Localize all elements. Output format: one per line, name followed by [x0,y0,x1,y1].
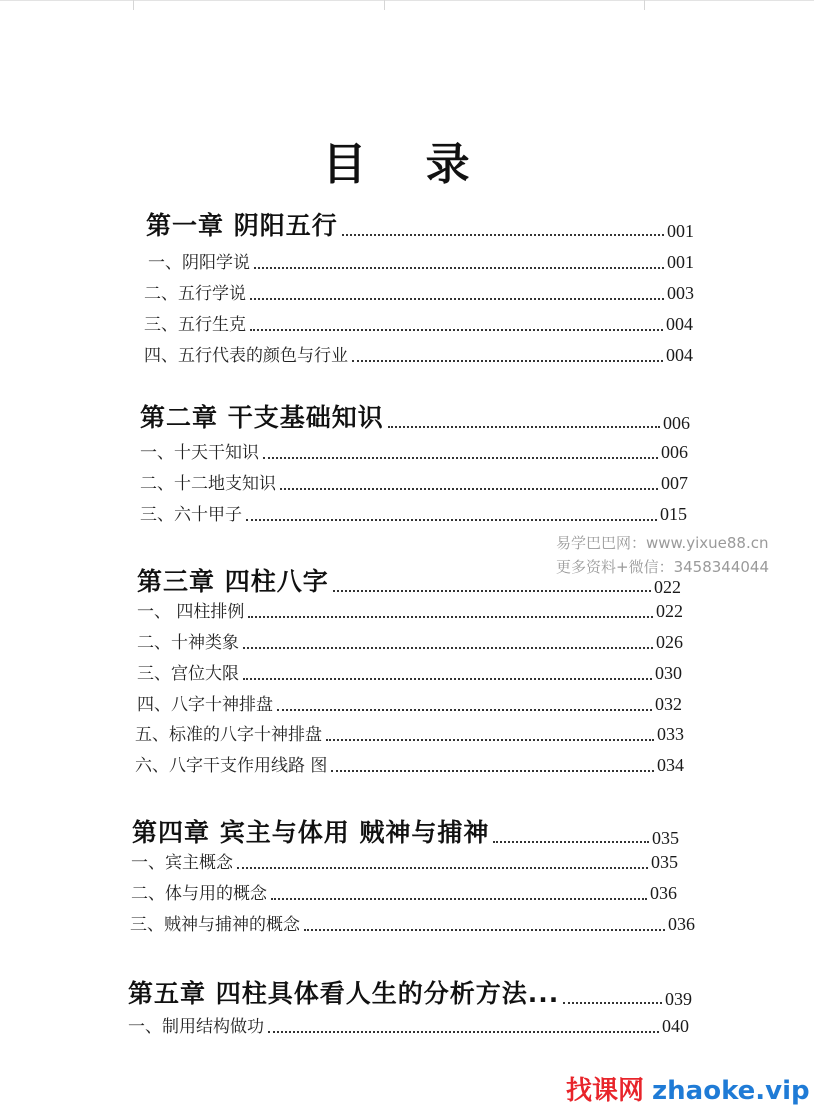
toc-page-number: 006 [661,442,688,462]
toc-entry[interactable] [128,1012,689,1037]
leader-dots [263,457,658,459]
toc-entry[interactable] [131,879,677,904]
toc-entry[interactable] [140,500,687,525]
leader-dots [493,841,649,843]
leader-dots [243,678,652,680]
leader-dots [277,709,652,711]
toc-entry[interactable] [135,720,684,745]
toc-entry[interactable] [137,597,683,622]
toc-entry[interactable] [135,751,684,776]
toc-entry[interactable] [140,469,688,494]
toc-page-number: 022 [654,577,681,597]
leader-dots [304,929,665,931]
toc-entry-title: 四、五行代表的颜色与行业 [144,346,348,366]
toc-chapter[interactable] [140,398,690,434]
leader-dots [352,360,663,362]
toc-entry[interactable] [148,248,694,273]
toc-entry-title: 四、八字十神排盘 [137,695,273,715]
toc-chapter[interactable] [146,206,694,242]
toc-chapter[interactable] [132,813,679,849]
toc-page-number: 039 [665,989,692,1009]
toc-page-number: 006 [663,413,690,433]
toc-page-number: 040 [662,1016,689,1036]
toc-page-number: 034 [657,755,684,775]
toc-page-number: 035 [652,828,679,848]
toc-entry-title: 六、八字干支作用线路 图 [135,756,328,776]
leader-dots [388,426,660,428]
leader-dots [280,488,658,490]
toc-entry-title: 三、五行生克 [144,315,246,335]
leader-dots [237,867,648,869]
toc-page-number: 026 [656,632,683,652]
toc-entry[interactable] [137,690,682,715]
toc-entry-title: 五、标准的八字十神排盘 [135,725,322,745]
leader-dots [250,298,664,300]
leader-dots [331,770,654,772]
leader-dots [271,898,647,900]
leader-dots [342,234,664,236]
toc-page-number: 022 [656,601,683,621]
toc-chapter-title: 第三章 四柱八字 [137,567,329,596]
toc-page-number: 007 [661,473,688,493]
toc-page-number: 033 [657,724,684,744]
toc-page-number: 001 [667,252,694,272]
toc-entry-title: 三、六十甲子 [140,505,242,525]
leader-dots [333,590,651,592]
leader-dots [246,519,657,521]
toc-page-number: 004 [666,314,693,334]
leader-dots [243,647,653,649]
leader-dots [268,1031,659,1033]
toc-page-number: 035 [651,852,678,872]
footer-watermark [566,1070,810,1107]
toc-entry[interactable] [140,438,688,463]
toc-entry-title: 一、宾主概念 [131,853,233,873]
toc-entry[interactable] [137,659,682,684]
toc-chapter[interactable] [128,974,692,1010]
leader-dots [248,616,653,618]
toc-entry-title: 二、五行学说 [144,284,246,304]
toc-entry-title: 二、十二地支知识 [140,474,276,494]
toc-entry[interactable] [144,310,693,335]
toc-page-number: 001 [667,221,694,241]
toc-chapter-title: 第一章 阴阳五行 [146,211,338,240]
toc-entry-title: 一、制用结构做功 [128,1017,264,1037]
toc-page-number: 015 [660,504,687,524]
toc-entry-title: 三、贼神与捕神的概念 [130,915,300,935]
toc-entry-title: 一、十天干知识 [140,443,259,463]
toc-entry-title: 二、体与用的概念 [131,884,267,904]
leader-dots [563,1002,662,1004]
toc-entry-title: 三、宫位大限 [137,664,239,684]
toc-entry[interactable] [130,910,695,935]
toc-title: 目 录 [322,139,492,190]
toc-page-number: 004 [666,345,693,365]
leader-dots [250,329,663,331]
footer-site-en: zhaoke.vip [652,1076,810,1106]
toc-entry[interactable] [144,341,693,366]
toc-entry[interactable] [144,279,694,304]
toc-entry-title: 一、 四柱排例 [137,602,245,622]
leader-dots [326,739,654,741]
toc-page-number: 036 [650,883,677,903]
toc-entry[interactable] [131,848,678,873]
toc-entry-title: 一、阴阳学说 [148,253,250,273]
toc-page-number: 032 [655,694,682,714]
leader-dots [254,267,664,269]
toc-chapter-title: 第四章 宾主与体用 贼神与捕神 [132,818,490,847]
toc-page-number: 030 [655,663,682,683]
toc-entry[interactable] [137,628,683,653]
toc-chapter-title: 第二章 干支基础知识 [140,403,384,432]
toc-page-number: 036 [668,914,695,934]
footer-site-cn: 找课网 [566,1076,645,1106]
toc-chapter-title: 第五章 四柱具体看人生的分析方法... [128,979,560,1008]
toc-entry-title: 二、十神类象 [137,633,239,653]
watermark-contact: 更多资料+微信：3458344044 [556,558,770,576]
watermark-site: 易学巴巴网：www.yixue88.cn [556,534,769,552]
toc-page-number: 003 [667,283,694,303]
